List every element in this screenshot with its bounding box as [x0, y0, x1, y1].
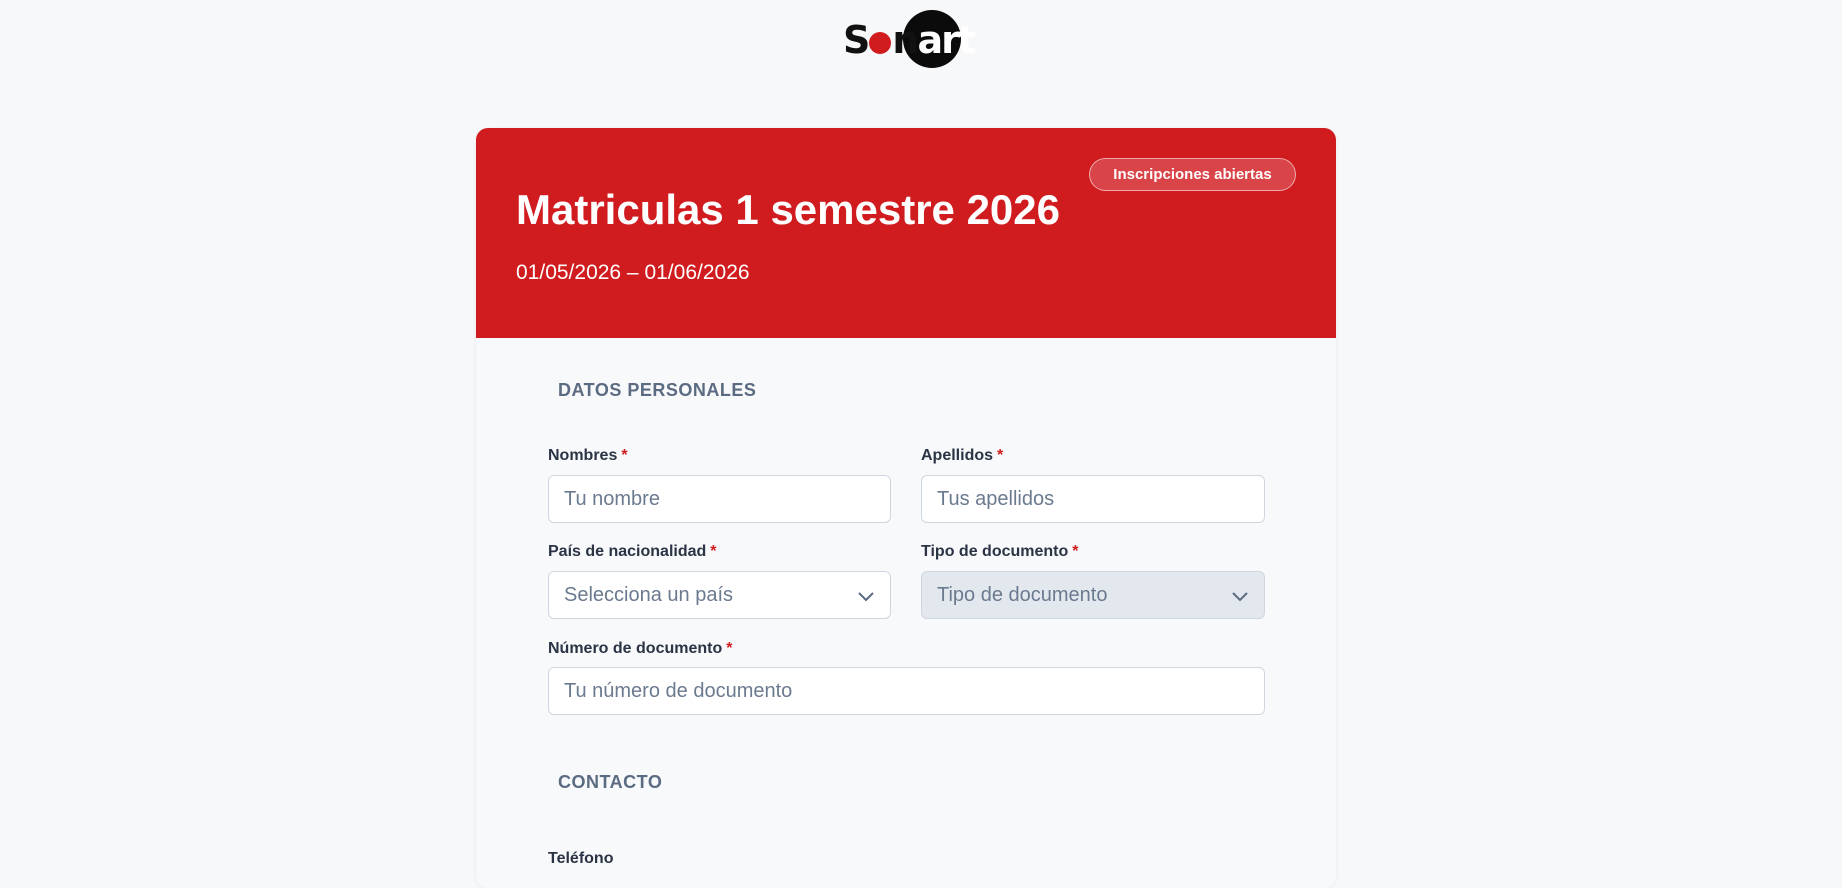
form-header [476, 128, 1336, 338]
first-name-label: Nombres * [548, 447, 628, 464]
sonart-logo [843, 10, 974, 70]
doc-type-label: Tipo de documento * [921, 543, 1079, 560]
country-placeholder: Selecciona un país [564, 583, 734, 606]
chevron-down-icon [856, 586, 876, 606]
enrollment-dates: 01/05/2026 – 01/06/2026 [516, 261, 750, 284]
enrollment-form-card [476, 128, 1336, 888]
first-name-placeholder: Tu nombre [564, 487, 660, 510]
last-name-label: Apellidos * [921, 447, 1004, 464]
page-title: Matriculas 1 semestre 2026 [516, 186, 1061, 233]
section-title-contact: CONTACTO [558, 772, 663, 792]
last-name-input[interactable] [921, 475, 1265, 523]
doc-number-input[interactable] [548, 667, 1265, 715]
country-label: País de nacionalidad * [548, 543, 717, 560]
chevron-down-icon [1230, 586, 1250, 606]
doc-number-label: Número de documento * [548, 640, 733, 657]
last-name-placeholder: Tus apellidos [937, 487, 1055, 510]
section-title-personal: DATOS PERSONALES [558, 380, 757, 400]
doc-number-placeholder: Tu número de documento [564, 679, 793, 702]
first-name-input[interactable] [548, 475, 891, 523]
logo-wordmark: S n art [843, 18, 974, 62]
country-select[interactable] [548, 571, 891, 619]
doc-type-placeholder: Tipo de documento [937, 583, 1108, 606]
logo-red-dot [869, 32, 891, 54]
status-badge: Inscripciones abiertas [1089, 158, 1296, 191]
doc-type-select[interactable] [921, 571, 1265, 619]
phone-label: Teléfono [548, 850, 614, 867]
